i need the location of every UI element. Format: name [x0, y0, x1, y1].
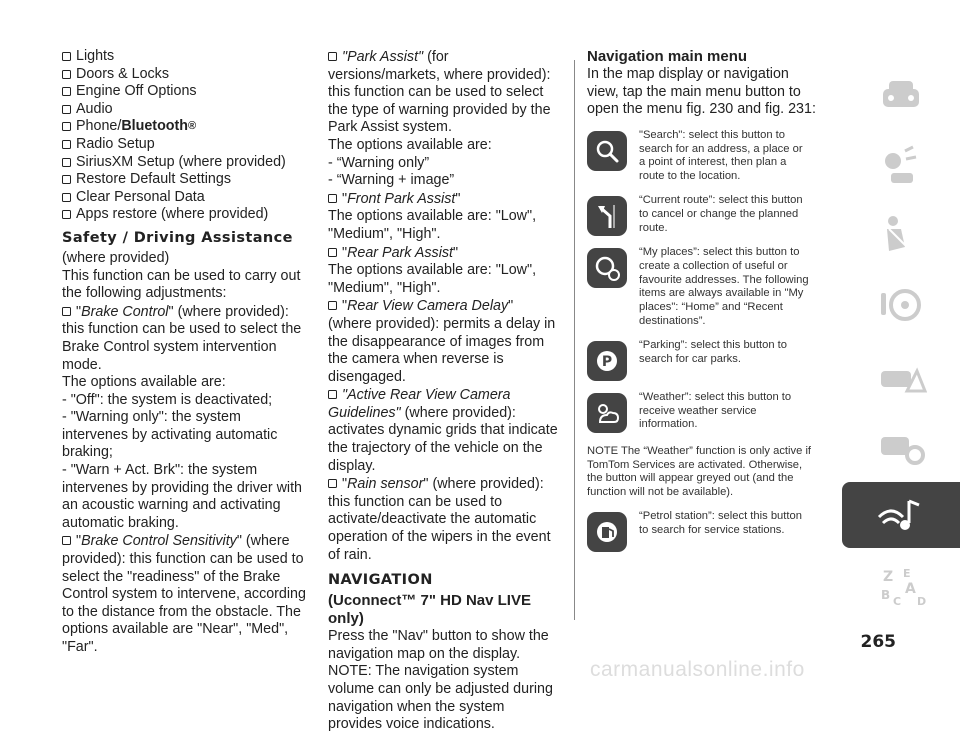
bullet-square-icon: [62, 536, 71, 545]
current-route-icon: [587, 196, 627, 236]
nav-menu-item-text: “Petrol station”: select this button to search for service stations.: [639, 509, 802, 536]
nav-menu-intro: In the map display or navigation view, tap the main menu button to open the menu fig. 230 and fig. 231:: [587, 66, 816, 118]
park-options-label: The options available are:: [328, 136, 492, 153]
brake-sensitivity-desc: (where provided): this function can be used to select the "readiness" of the Brake Control system to intervene, according to the distance from the obstacle. The options available are "Near", "Med", "Far".: [62, 533, 306, 655]
bullet-square-icon: [62, 158, 71, 167]
list-item: [62, 171, 307, 189]
nav-menu-item-parking: [587, 339, 817, 381]
rear-park-options: The options available are: "Low", "Medium", "High".: [328, 262, 537, 296]
car-dashboard-icon: [875, 73, 927, 117]
active-guidelines-desc: (where provided): activates dynamic grids that indicate the trajectory of the vehicle on the display.: [328, 404, 558, 474]
brake-sensitivity-name: Brake Control Sensitivity: [81, 533, 237, 550]
menu-item-siriusxm: SiriusXM Setup (where provided): [76, 153, 286, 170]
list-item: [62, 48, 307, 66]
rear-park-line: "Rear Park Assist": [328, 244, 558, 263]
rain-sensor-name: Rain sensor: [347, 476, 424, 493]
front-park-name: Front Park Assist: [347, 190, 456, 207]
list-item: [62, 206, 307, 224]
parking-icon: [587, 341, 627, 381]
tab-safety[interactable]: [842, 202, 960, 268]
menu-item-doors-locks: Doors & Locks: [76, 65, 169, 82]
page-number: 265: [860, 632, 896, 652]
list-item: [62, 101, 307, 119]
bullet-square-icon: [62, 210, 71, 219]
rear-delay-desc: (where provided): permits a delay in the disappearance of images from the camera when reverse is disengaged.: [328, 315, 556, 385]
bullet-square-icon: [62, 122, 71, 131]
svg-text:D: D: [917, 595, 927, 607]
nav-menu-item-text: “Current route”: select this button to cancel or change the planned route.: [639, 193, 803, 234]
menu-item-audio: Audio: [76, 100, 113, 117]
bullet-square-icon: [328, 52, 337, 61]
rear-delay-name: Rear View Camera Delay: [347, 298, 509, 315]
nav-menu-item-current-route: [587, 194, 817, 236]
nav-menu-item-weather: [587, 391, 817, 433]
nav-menu-item-petrol: [587, 510, 817, 552]
where-provided-note: (where provided): [62, 249, 170, 266]
section-intro: This function can be used to carry out the following adjustments:: [62, 267, 301, 302]
menu-item-lights: Lights: [76, 48, 115, 64]
tab-multimedia[interactable]: [842, 482, 960, 548]
tab-index[interactable]: [842, 552, 960, 618]
menu-item-phone: Phone/: [76, 118, 122, 135]
brake-control-desc: (where provided): this function can be used to select the Brake Control system intervention mode.: [62, 303, 302, 373]
safety-seat-icon: [875, 213, 927, 257]
my-places-icon: [587, 248, 627, 288]
tab-maintenance[interactable]: [842, 412, 960, 478]
list-item: [62, 83, 307, 101]
front-park-options: The options available are: "Low", "Medium", "High".: [328, 208, 537, 242]
bullet-square-icon: [62, 193, 71, 202]
bullet-square-icon: [328, 248, 337, 257]
tab-emergency[interactable]: [842, 342, 960, 408]
bullet-square-icon: [62, 70, 71, 79]
menu-item-engine-off: Engine Off Options: [76, 83, 197, 100]
nav-menu-item-my-places: [587, 246, 817, 329]
nav-menu-title: Navigation main menu: [587, 48, 748, 65]
option-warning-only: - "Warning only": the system intervenes by activating automatic braking;: [62, 409, 278, 461]
column-divider: [574, 60, 575, 620]
weather-note: NOTE The “Weather” function is only active if TomTom Services are activated. Otherwise, the button will appear greyed out (and the function will not be available).: [587, 444, 812, 499]
bullet-square-icon: [328, 301, 337, 310]
bullet-square-icon: [62, 175, 71, 184]
column-nav-menu: [587, 48, 817, 552]
bullet-square-icon: [62, 52, 71, 61]
active-guidelines-paragraph: [328, 386, 558, 475]
menu-item-apps-restore: Apps restore (where provided): [76, 206, 269, 223]
menu-item-clear-data: Clear Personal Data: [76, 188, 205, 205]
bullet-square-icon: [62, 87, 71, 96]
bullet-square-icon: [62, 307, 71, 316]
weather-icon: [587, 393, 627, 433]
list-item: [62, 136, 307, 154]
front-park-line: "Front Park Assist": [328, 190, 558, 209]
navigation-subtitle: (Uconnect™ 7" HD Nav LIVE only): [328, 592, 531, 628]
multimedia-icon: [875, 493, 927, 537]
active-guidelines-name: "Active Rear View Camera Guidelines": [328, 387, 511, 421]
park-assist-desc: (for versions/markets, where provided): this function can be used to select the type of warning provided by the Park Assist system.: [328, 49, 551, 136]
svg-text:C: C: [893, 595, 902, 607]
search-icon: [587, 131, 627, 171]
svg-text:E: E: [903, 567, 911, 580]
nav-menu-item-search: [587, 129, 817, 184]
bluetooth-label: Bluetooth: [121, 118, 189, 135]
menu-item-radio: Radio Setup: [76, 135, 155, 152]
bullet-square-icon: [328, 194, 337, 203]
bullet-square-icon: [328, 390, 337, 399]
svg-text:P: P: [601, 353, 613, 370]
menu-item-restore-default: Restore Default Settings: [76, 171, 231, 188]
options-label: The options available are:: [62, 374, 226, 391]
brake-sensitivity-paragraph: "Brake Control Sensitivity" (where provided): this function can be used to select the "readiness" of the Brake Control system to intervene, according to the distance from the obstacle. The options available are "Near", "Med", "Far".: [62, 533, 306, 655]
brake-control-paragraph: "Brake Control" (where provided): this function can be used to select the Brake Control system intervention mode.: [62, 303, 302, 373]
brake-control-name: Brake Control: [81, 303, 169, 320]
petrol-station-icon: [587, 512, 627, 552]
bullet-square-icon: [62, 140, 71, 149]
rear-park-name: Rear Park Assist: [347, 244, 454, 261]
option-warn-act: - "Warn + Act. Brk": the system intervenes by providing the driver with an acoustic warning and activating automatic braking.: [62, 462, 302, 531]
bullet-square-icon: [328, 479, 337, 488]
nav-menu-item-text: "Search": select this button to search for an address, a place or a point of interest, then plan a route to the location.: [639, 128, 803, 183]
rain-sensor-paragraph: "Rain sensor" (where provided): this function can be used to activate/deactivate the automatic operation of the wipers in the event of rain.: [328, 476, 551, 563]
rain-sensor-desc: (where provided): this function can be used to activate/deactivate the automatic operation of the wipers in the event of rain.: [328, 476, 551, 563]
park-option-1: - “Warning only”: [328, 154, 430, 171]
section-title-safety: Safety / Driving Assistance: [62, 229, 293, 246]
list-item: [62, 154, 307, 172]
chapter-tabs: [842, 62, 960, 622]
tab-starting-driving[interactable]: [842, 272, 960, 338]
park-option-2: - “Warning + image”: [328, 172, 455, 189]
section-title-navigation: NAVIGATION: [328, 572, 433, 589]
svg-text:A: A: [905, 581, 916, 597]
list-item: [62, 118, 307, 136]
column-park-nav: [328, 48, 558, 734]
option-off: - "Off": the system is deactivated;: [62, 391, 273, 408]
nav-menu-item-text: “Parking”: select this button to search for car parks.: [639, 338, 787, 365]
tab-lights[interactable]: [842, 132, 960, 198]
navigation-volume-note: NOTE: The navigation system volume can only be adjusted during navigation when the system provides voice indications.: [328, 663, 553, 733]
column-settings: [62, 48, 307, 657]
list-item: [62, 66, 307, 84]
registered-mark: ®: [188, 120, 197, 133]
nav-menu-item-text: “Weather”: select this button to receive weather service information.: [639, 390, 792, 431]
lights-icon: [875, 143, 927, 187]
park-assist-paragraph: [328, 48, 558, 137]
nav-menu-item-text: “My places”: select this button to create a collection of useful or favourite addresses. The following items are always available in "My places": “Home” and “Recent destinations”.: [639, 245, 809, 327]
steering-wheel-icon: [875, 283, 927, 327]
rear-delay-paragraph: "Rear View Camera Delay" (where provided): permits a delay in the disappearance of images from the camera when reverse is disengaged.: [328, 298, 556, 385]
alphabetical-index-icon: [875, 563, 927, 607]
navigation-intro: Press the "Nav" button to show the navigation map on the display.: [328, 628, 549, 662]
list-item: [62, 189, 307, 207]
park-assist-name: "Park Assist": [342, 49, 424, 65]
car-maintenance-icon: [875, 423, 927, 467]
tab-car-dashboard[interactable]: [842, 62, 960, 128]
svg-text:Z: Z: [883, 569, 894, 585]
breakdown-icon: [875, 353, 927, 397]
bullet-square-icon: [62, 105, 71, 114]
watermark: carmanualsonline.info: [590, 658, 805, 681]
svg-text:B: B: [881, 588, 891, 602]
